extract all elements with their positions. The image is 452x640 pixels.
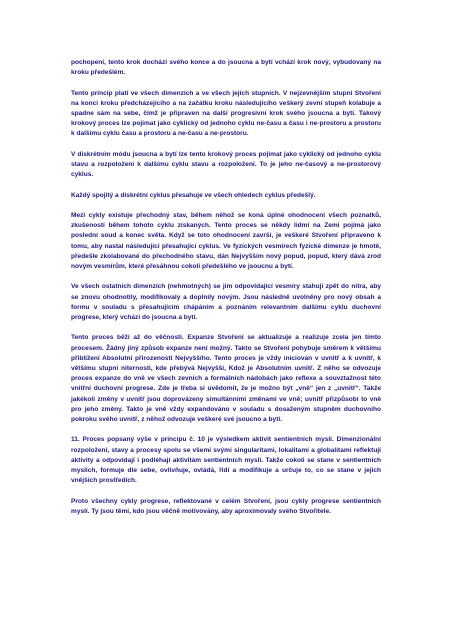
- paragraph-continuation: pochopení, tento krok dochází svého konce a do jsoucna a bytí vchází krok nový, vybudovaný na kroku předešlém.: [71, 59, 381, 77]
- paragraph-cycle-exceeds: Každý spojitý a diskrétní cyklus přesahuje ve všech ohledech cyklus předešlý.: [71, 191, 316, 199]
- paragraph-principle-dimensions: Tento princip platí ve všech dimenzích a ve všech jejích stupních. V nejzevnějším stupni Stvoření na konci kroku předcházejícího a na začátku kroku následujícího veškerý zevní stupeň kolabuje a spadne sám na sebe, čímž je připraven na další progresivní krok svého jsoucna a bytí. Takový krokový proces lze pojímat jako cyklický od jednoho cyklu ne-času a času i ne-prostoru a prostoru k dalšímu cyklu času a prostoru a ne-času a ne-prostoru.: [71, 89, 381, 138]
- paragraph-transition-state: Mezi cykly existuje přechodný stav, během něhož se koná úplné ohodnocení všech poznatků, zkušeností během tohoto cyklu získaných. Tento proces se někdy lidmi na Zemi pojímá jako poslední soud a konec světa. Když se toto ohodnocení završí, je veškeré Stvoření připraveno k tomu, aby nastal následující přesahující cyklus. Ve fyzických vesmírech fyzické dimenze je hmotě, předešle zkolabované do přechodného stavu, dán Nejvyšším nový popud, popud, který dává zrod novým vesmírům, které přesáhnou cokoli předešlého ve jsoucnu a bytí.: [71, 211, 381, 270]
- paragraph-other-dimensions: Ve všech ostatních dimenzích (nehmotných) se jim odpovídající vesmíry stahují zpět do nitra, aby se znovu ohodnotily, modifikovaly a doplnily novým. Jsou následně uvolněny pro nový obsah a formu v souladu s přesahujícím chápáním a poznáním relevantním dalšímu cyklu duchovní progrese, který vchází do jsoucna a bytí.: [71, 283, 381, 321]
- paragraph-principle-11: 11. Proces popsaný výše v principu č. 10 je výsledkem aktivit sentientních myslí. Dimenzionální rozpoložení, stavy a procesy spolu se všemi svými singularitami, lokalitami a globalitami reflektují aktivity a odpovídají i podléhají aktivitám sentientních myslí. Takže cokoli se stane v sentientních myslích, formuje dle sebe, ovlivňuje, ovládá, řídí a modifikuje a určuje to, co se stane v jejich vnějších prostředích.: [71, 436, 381, 485]
- paragraph-eternal-process: Tento proces běží až do věčnosti. Expanze Stvoření se aktualizuje a realizuje zcela jen tímto procesem. Žádný jiný způsob expanze není možný. Takto se Stvoření pohybuje směrem k většímu přiblížení Absolutní přirozenosti Nejvyššího. Tento proces je vždy iniciován v uvnitř a k uvnitř, k většímu stupni niternosti, kde přebývá Nejvyšší, Kdož je Absolutním uvnitř. Z něho se odvozuje proces expanze do vně ve všech zevních a formálních nádobách jako reflexe a souvztažnost této vnitřní duchovní progrese. Zde je třeba si uvědomit, že je možno být „vně“ jen z „uvnitř“. Takže jakékoli změny v uvnitř jsou doprovázeny simultánními změnami ve vně; uvnitř přizpůsobí to vně pro jeho změny. Takto je vně vždy expandováno v souladu s dosaženým stupněm duchovního pokroku svého uvnitř, z něhož odvozuje veškeré své jsoucno a bytí.: [71, 334, 381, 424]
- paragraph-cycles-of-progress: Proto všechny cykly progrese, reflektované v celém Stvoření, jsou cykly progrese sentientních myslí. Ty jsou těmi, kdo jsou věčně motivovány, aby aproximovaly svého Stvořitele.: [71, 497, 381, 515]
- paragraph-discrete-mode: V diskrétním módu jsoucna a bytí lze tento krokový proces pojímat jako cyklický od jednoho cyklu stavu a rozpoložení k dalšímu cyklu stavu a rozpoložení. To je jeho ne-časový a ne-prostorový cyklus.: [71, 150, 381, 179]
- document-body: [71, 58, 381, 527]
